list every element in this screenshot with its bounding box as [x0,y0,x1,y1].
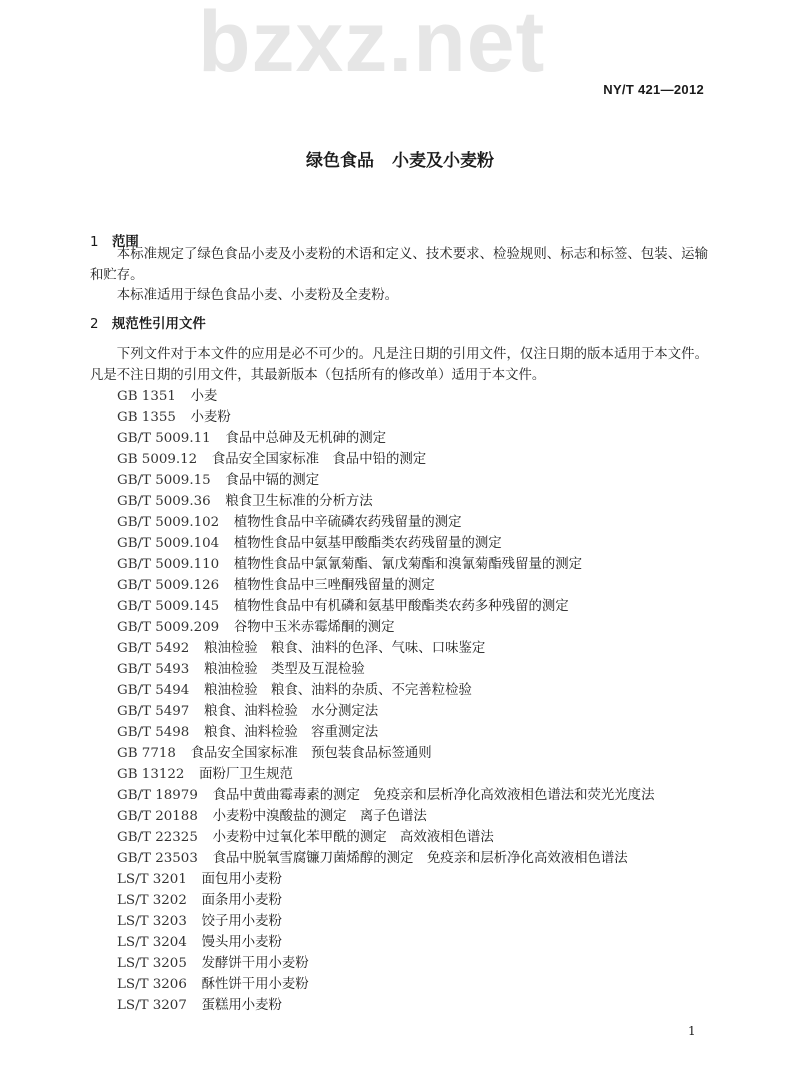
reference-item [117,974,735,995]
reference-item [117,680,735,701]
title-part-1: 绿色食品 [306,151,374,171]
reference-code: GB/T 5009.11 [117,431,211,447]
paragraph: 本标准规定了绿色食品小麦及小麦粉的术语和定义、技术要求、检验规则、标志和标签、包装、运输和贮存。 [90,247,708,283]
reference-title: 小麦粉中溴酸盐的测定 离子色谱法 [212,809,427,825]
reference-title: 馒头用小麦粉 [201,935,282,951]
reference-item [117,785,735,806]
reference-code: GB/T 5009.102 [117,515,220,531]
reference-code: GB 13122 [117,767,185,783]
reference-code: LS/T 3202 [117,893,187,909]
page-number: 1 [688,1024,696,1038]
reference-code: GB/T 18979 [117,788,198,804]
reference-code: GB/T 23503 [117,851,198,867]
paragraph: 本标准适用于绿色食品小麦、小麦粉及全麦粉。 [116,288,398,303]
reference-title: 食品中脱氧雪腐镰刀菌烯醇的测定 免疫亲和层析净化高效液相色谱法 [212,851,628,867]
reference-item [117,848,735,869]
reference-title: 植物性食品中有机磷和氨基甲酸酯类农药多种残留的测定 [233,599,569,615]
reference-item [117,470,735,491]
section-title: 范围 [112,235,139,250]
reference-item [117,575,735,596]
reference-code: GB/T 5009.145 [117,599,220,615]
reference-title: 粮油检验 类型及互混检验 [204,662,365,678]
reference-title: 植物性食品中氯氰菊酯、氰戊菊酯和溴氰菊酯残留量的测定 [233,557,583,573]
reference-title: 食品中总砷及无机砷的测定 [225,431,387,447]
title-part-2: 小麦及小麦粉 [392,151,494,171]
reference-item [117,512,735,533]
reference-item [117,953,735,974]
reference-item [117,659,735,680]
reference-title: 植物性食品中三唑酮残留量的测定 [233,578,435,594]
reference-code: GB/T 5498 [117,725,190,741]
reference-title: 食品中黄曲霉毒素的测定 免疫亲和层析净化高效液相色谱法和荧光光度法 [212,788,655,804]
reference-title: 粮食卫生标准的分析方法 [225,494,373,510]
reference-title: 发酵饼干用小麦粉 [201,956,309,972]
reference-item [117,701,735,722]
reference-code: GB/T 5009.126 [117,578,220,594]
reference-code: LS/T 3207 [117,998,187,1014]
section-heading-normative-references [90,315,708,336]
reference-item [117,596,735,617]
reference-title: 小麦 [190,389,218,404]
reference-code: GB/T 5009.104 [117,536,220,552]
reference-code: GB/T 20188 [117,809,198,825]
reference-title: 饺子用小麦粉 [201,914,282,930]
reference-code: GB/T 5009.209 [117,620,220,636]
reference-code: GB 7718 [117,746,176,762]
reference-item [117,491,735,512]
reference-code: LS/T 3206 [117,977,187,993]
reference-code: GB/T 5492 [117,641,190,657]
reference-title: 粮食、油料检验 容重测定法 [204,725,379,741]
reference-item [117,407,735,428]
reference-item [117,428,735,449]
reference-item [117,638,735,659]
reference-code: LS/T 3201 [117,872,187,888]
reference-code: GB/T 5497 [117,704,190,720]
reference-title: 植物性食品中氨基甲酸酯类农药残留量的测定 [233,536,502,552]
reference-title: 食品中镉的测定 [225,473,320,489]
reference-code: GB/T 5009.15 [117,473,211,489]
reference-code: LS/T 3204 [117,935,187,951]
reference-item [117,890,735,911]
reference-code: GB 1355 [117,410,176,426]
reference-item [117,449,735,470]
reference-title: 小麦粉 [190,410,231,426]
document-title [0,150,800,172]
reference-title: 酥性饼干用小麦粉 [201,977,309,993]
reference-code: LS/T 3205 [117,956,187,972]
reference-title: 植物性食品中辛硫磷农药残留量的测定 [233,515,462,531]
standard-number: NY/T 421—2012 [603,82,704,97]
reference-code: GB 5009.12 [117,452,198,468]
reference-title: 面条用小麦粉 [201,893,282,909]
reference-title: 食品安全国家标准 预包装食品标签通则 [190,746,432,762]
reference-title: 粮油检验 粮食、油料的色泽、气味、口味鉴定 [204,641,486,657]
reference-item [117,743,735,764]
reference-item [117,722,735,743]
reference-item [117,554,735,575]
reference-code: LS/T 3203 [117,914,187,930]
reference-title: 谷物中玉米赤霉烯酮的测定 [233,620,395,636]
reference-item [117,806,735,827]
reference-title: 粮油检验 粮食、油料的杂质、不完善粒检验 [204,683,472,699]
reference-code: GB/T 5009.36 [117,494,211,510]
reference-title: 食品安全国家标准 食品中铅的测定 [211,452,427,468]
reference-title: 面粉厂卫生规范 [199,767,293,783]
reference-list [90,386,735,1016]
reference-item [117,827,735,848]
reference-item [117,932,735,953]
reference-item [117,869,735,890]
reference-item [117,911,735,932]
reference-item [117,386,735,407]
reference-title: 面包用小麦粉 [201,872,282,888]
watermark: bzxz.net [198,0,546,90]
reference-item [117,764,735,785]
paragraph: 下列文件对于本文件的应用是必不可少的。凡是注日期的引用文件，仅注日期的版本适用于本文件。凡是不注日期的引用文件，其最新版本（包括所有的修改单）适用于本文件。 [90,347,708,383]
reference-title: 小麦粉中过氧化苯甲酰的测定 高效液相色谱法 [212,830,494,846]
reference-code: GB/T 22325 [117,830,198,846]
reference-code: GB/T 5493 [117,662,190,678]
reference-item [117,617,735,638]
section-number: 1 [90,235,99,250]
reference-code: GB/T 5494 [117,683,190,699]
reference-title: 蛋糕用小麦粉 [201,998,282,1014]
section-number: 2 [90,317,99,332]
reference-code: GB/T 5009.110 [117,557,220,573]
reference-code: GB 1351 [117,389,176,404]
section-title: 规范性引用文件 [112,317,206,332]
reference-item [117,995,735,1016]
reference-title: 粮食、油料检验 水分测定法 [204,704,379,720]
reference-item [117,533,735,554]
